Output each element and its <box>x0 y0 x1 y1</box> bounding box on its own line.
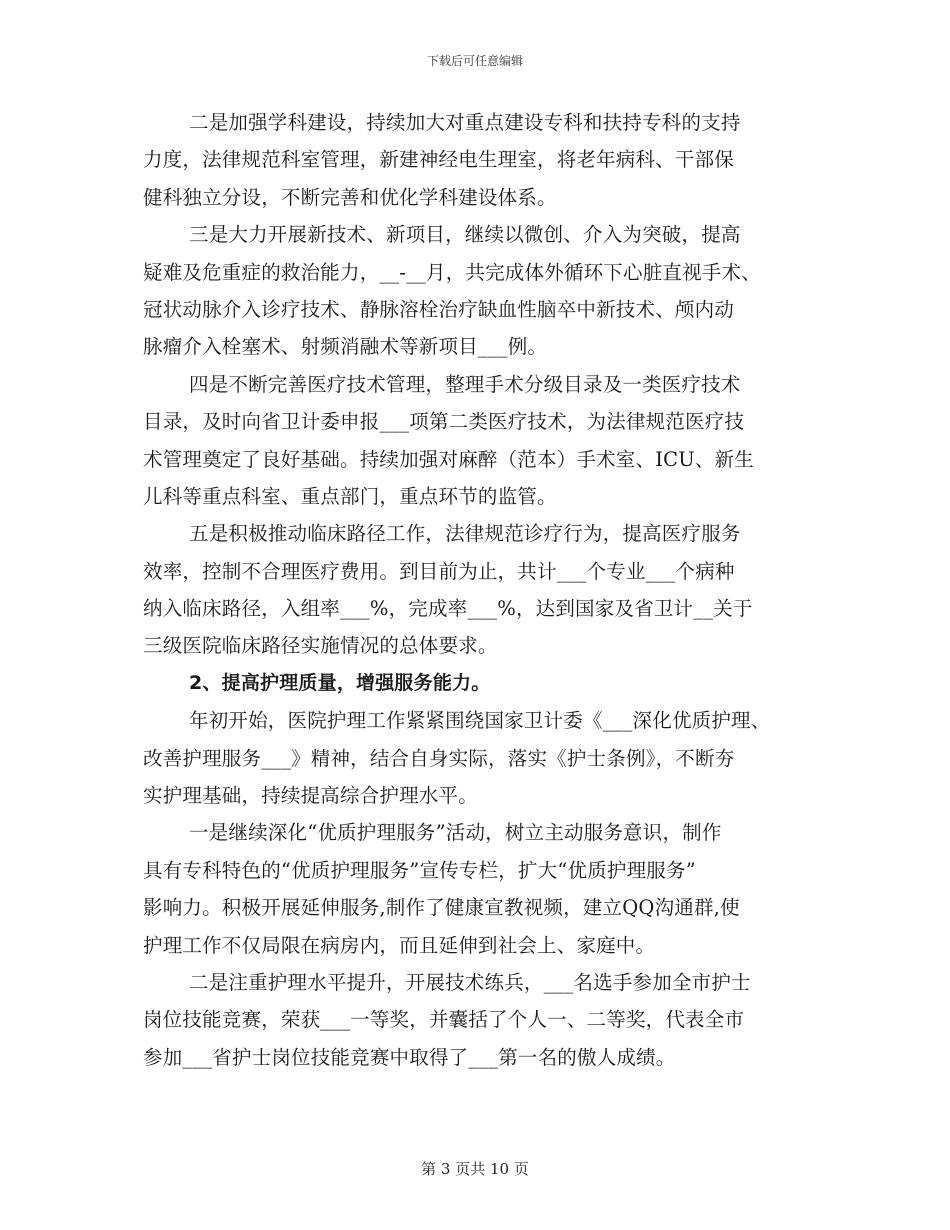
paragraph-line: 年初开始，医院护理工作紧紧围绕国家卫计委《___深化优质护理、 <box>189 709 771 733</box>
paragraph-line: 脉瘤介入栓塞术、射频消融术等新项目___例。 <box>143 335 548 359</box>
paragraph-line: 目录，及时向省卫计委申报___项第二类医疗技术，为法律规范医疗技 <box>143 410 745 434</box>
section-heading: 2、提高护理质量，增强服务能力。 <box>189 671 491 694</box>
page-footer: 第 3 页共 10 页 <box>421 1160 529 1178</box>
paragraph-line: 五是积极推动临床路径工作，法律规范诊疗行为，提高医疗服务 <box>189 522 741 546</box>
document-body <box>143 104 833 1076</box>
paragraph-line: 影响力。积极开展延伸服务,制作了健康宣教视频，建立QQ沟通群,使 <box>143 896 740 920</box>
paragraph-line: 一是继续深化“优质护理服务”活动，树立主动服务意识，制作 <box>189 821 722 845</box>
paragraph-line: 健科独立分设，不断完善和优化学科建设体系。 <box>143 185 557 209</box>
page-header: 下载后可任意编辑 <box>426 54 523 68</box>
paragraph-line: 冠状动脉介入诊疗技术、静脉溶栓治疗缺血性脑卒中新技术、颅内动 <box>143 297 735 321</box>
paragraph-line: 力度，法律规范科室管理，新建神经电生理室，将老年病科、干部保 <box>143 148 735 172</box>
paragraph-line: 护理工作不仅局限在病房内，而且延伸到社会上、家庭中。 <box>143 933 656 957</box>
paragraph-line: 改善护理服务___》精神，结合自身实际，落实《护士条例》，不断夯 <box>143 746 735 770</box>
paragraph-line: 二是注重护理水平提升，开展技术练兵，___名选手参加全市护士 <box>189 970 751 994</box>
paragraph-line: 术管理奠定了良好基础。持续加强对麻醉（范本）手术室、ICU、新生 <box>143 447 754 471</box>
paragraph-line: 具有专科特色的“优质护理服务”宣传专栏，扩大“优质护理服务” <box>143 858 696 882</box>
paragraph-line: 疑难及危重症的救治能力，__-__月，共完成体外循环下心脏直视手术、 <box>143 260 761 284</box>
paragraph-line: 二是加强学科建设，持续加大对重点建设专科和扶持专科的支持 <box>189 111 741 134</box>
paragraph-line: 效率，控制不合理医疗费用。到目前为止，共计___个专业___个病种 <box>143 559 735 583</box>
paragraph-line: 参加___省护士岗位技能竞赛中取得了___第一名的傲人成绩。 <box>143 1045 676 1069</box>
paragraph-line: 儿科等重点科室、重点部门，重点环节的监管。 <box>143 484 557 508</box>
paragraph-line: 三级医院临床路径实施情况的总体要求。 <box>143 634 498 658</box>
paragraph-line: 实护理基础，持续提高综合护理水平。 <box>143 784 478 808</box>
paragraph-line: 四是不断完善医疗技术管理，整理手术分级目录及一类医疗技术 <box>189 372 741 396</box>
paragraph-line: 三是大力开展新技术、新项目，继续以微创、介入为突破，提高 <box>189 223 741 247</box>
paragraph-line: 岗位技能竞赛，荣获___一等奖，并囊括了个人一、二等奖，代表全市 <box>143 1008 745 1032</box>
paragraph-line: 纳入临床路径，入组率___%，完成率___%，达到国家及省卫计__关于 <box>143 597 753 621</box>
